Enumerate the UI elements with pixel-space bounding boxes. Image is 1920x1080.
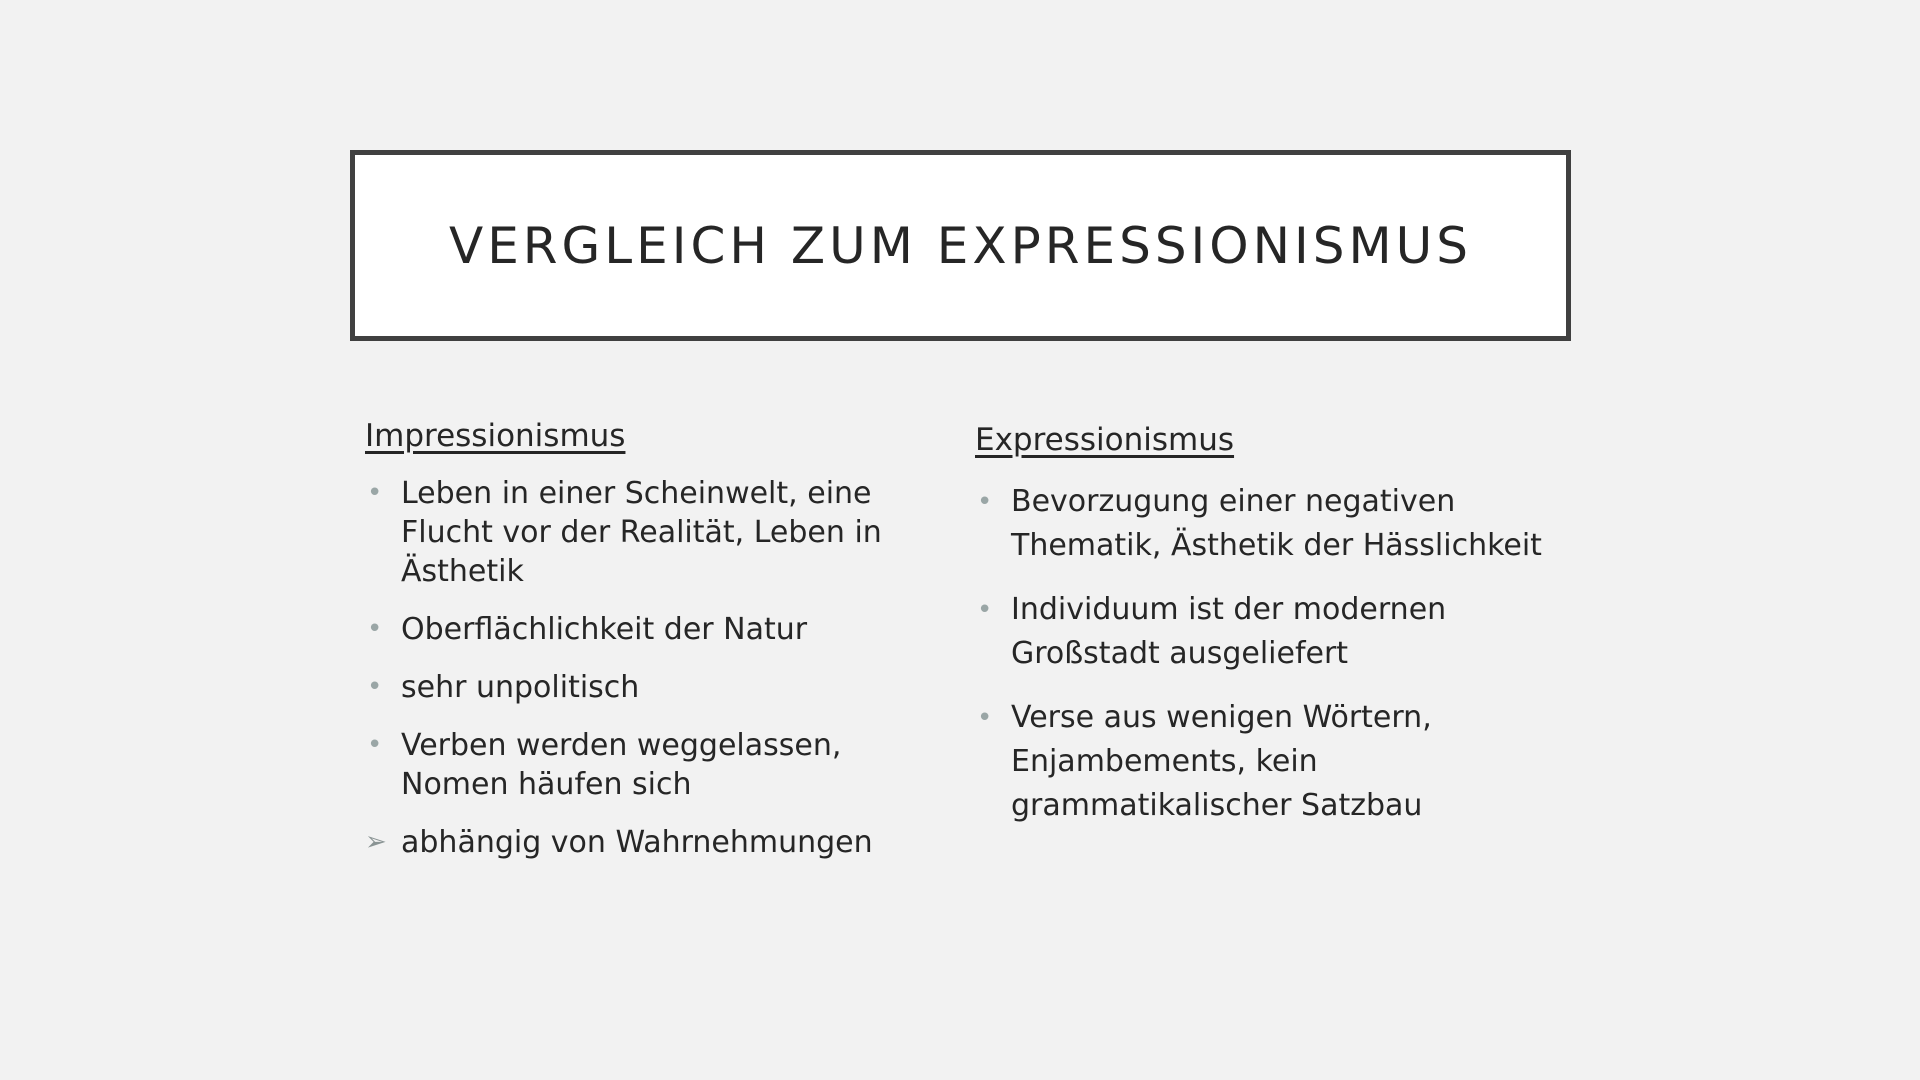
- impressionismus-heading: Impressionismus: [365, 418, 626, 454]
- title-box: [350, 150, 1571, 341]
- list-item-text: sehr unpolitisch: [401, 670, 640, 705]
- list-item: [975, 480, 1565, 568]
- list-item: [365, 474, 905, 591]
- list-item-text: Bevorzugung einer negativen Thematik, Ästhetik der Hässlichkeit: [1011, 484, 1542, 563]
- list-item: [365, 610, 905, 649]
- list-item-text: Oberflächlichkeit der Natur: [401, 612, 808, 647]
- list-item: [365, 726, 905, 804]
- list-item: [975, 588, 1565, 676]
- list-item: [365, 668, 905, 707]
- bullet-dot-icon: •: [367, 672, 383, 702]
- list-item-text: Leben in einer Scheinwelt, eine Flucht vor der Realität, Leben in Ästhetik: [401, 476, 882, 589]
- list-item: [365, 823, 905, 862]
- slide-title: VERGLEICH ZUM EXPRESSIONISMUS: [448, 216, 1473, 275]
- bullet-dot-icon: •: [977, 595, 993, 625]
- bullet-dot-icon: •: [367, 478, 383, 508]
- impressionismus-list: [365, 474, 905, 862]
- list-item-text: Individuum ist der modernen Großstadt ausgeliefert: [1011, 592, 1447, 671]
- list-item-text: Verse aus wenigen Wörtern, Enjambements, kein grammatikalischer Satzbau: [1011, 700, 1432, 823]
- arrow-bullet-icon: ➢: [365, 827, 387, 857]
- bullet-dot-icon: •: [367, 614, 383, 644]
- bullet-dot-icon: •: [977, 487, 993, 517]
- expressionismus-list: [975, 480, 1565, 828]
- list-item: [975, 696, 1565, 828]
- impressionismus-column: [365, 418, 905, 881]
- list-item-text: Verben werden weggelassen, Nomen häufen sich: [401, 728, 842, 802]
- expressionismus-column: [975, 422, 1565, 848]
- list-item-text: abhängig von Wahrnehmungen: [401, 825, 873, 860]
- expressionismus-heading: Expressionismus: [975, 422, 1235, 458]
- bullet-dot-icon: •: [977, 703, 993, 733]
- bullet-dot-icon: •: [367, 730, 383, 760]
